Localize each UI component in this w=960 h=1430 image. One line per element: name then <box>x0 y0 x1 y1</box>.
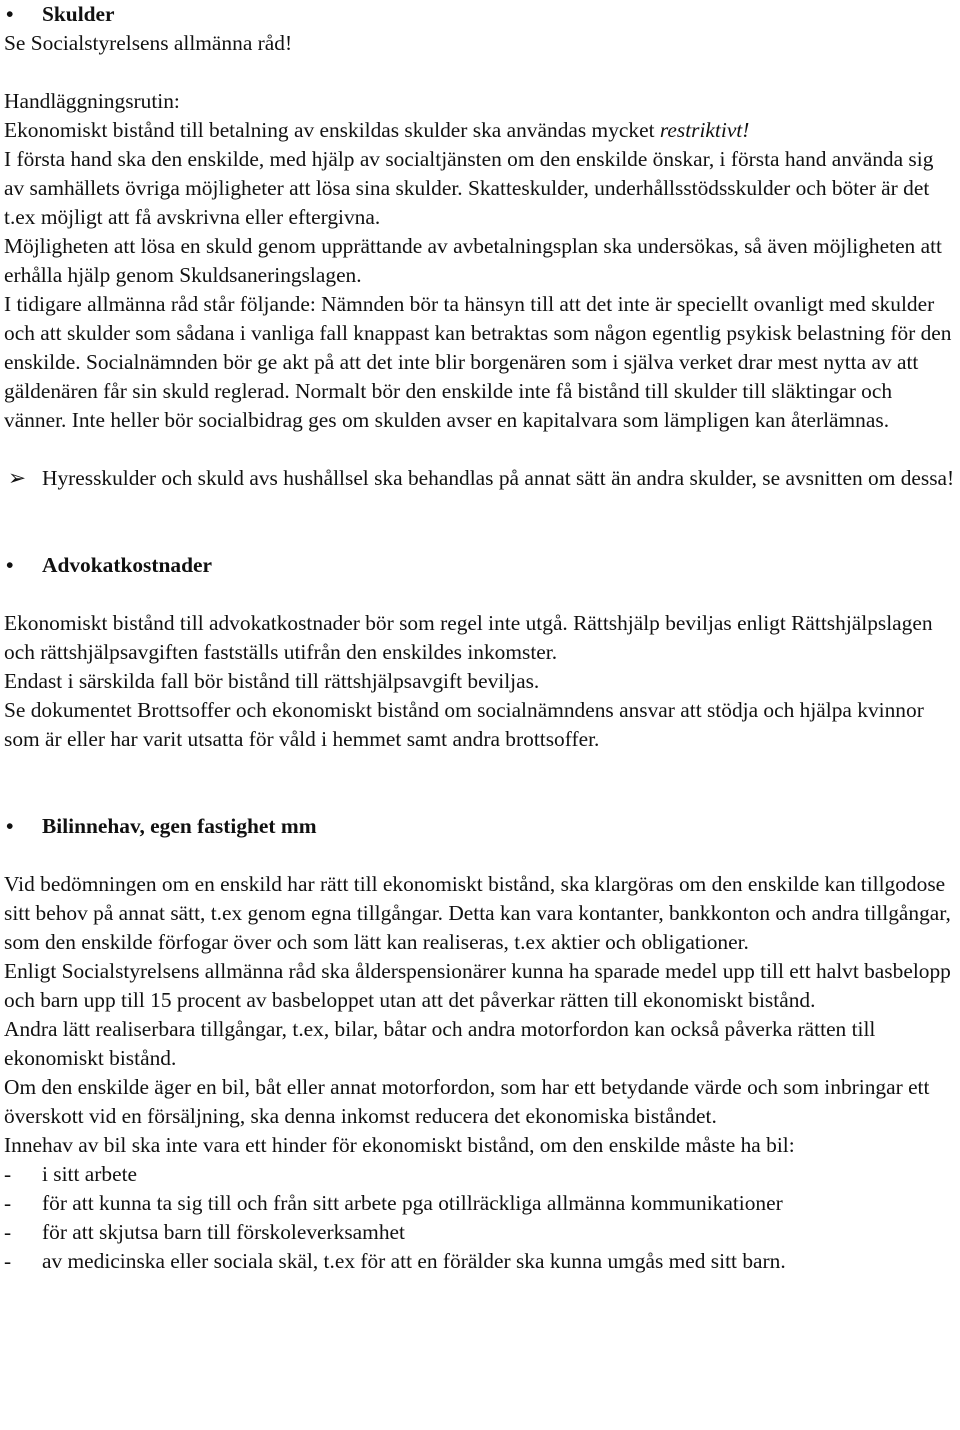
advokat-paragraph-2: Endast i särskilda fall bör bistånd till rättshjälpsavgift beviljas. <box>4 669 540 693</box>
dash-bullet-icon: - <box>4 1191 12 1215</box>
bullet-icon: • <box>6 814 14 838</box>
list-item-text: av medicinska eller sociala skäl, t.ex för att en förälder ska kunna umgås med sitt barn. <box>42 1249 786 1273</box>
arrow-note <box>4 464 958 493</box>
bullet-icon: • <box>6 553 14 577</box>
routine-text-prefix: Ekonomiskt bistånd till betalning av enskildas skulder ska användas mycket <box>4 118 660 142</box>
list-item-text: för att skjutsa barn till förskoleverksamhet <box>42 1220 405 1244</box>
routine-text-emphasis: restriktivt! <box>659 118 750 142</box>
section-heading-bilinnehav <box>4 812 958 841</box>
bilinnehav-paragraph-4: Om den enskilde äger en bil, båt eller annat motorfordon, som har ett betydande värde och som inbringar ett överskott vid en försäljning, ska denna inkomst reducera det ekonomiska biståndet. <box>4 1075 930 1128</box>
dash-bullet-icon: - <box>4 1162 12 1186</box>
bil-reasons-list <box>4 1160 958 1276</box>
list-item <box>4 1160 958 1189</box>
routine-text <box>4 116 958 145</box>
section-heading-text: Skulder <box>42 2 115 26</box>
list-item-text: i sitt arbete <box>42 1162 138 1186</box>
dash-bullet-icon: - <box>4 1249 12 1273</box>
document-page <box>4 0 958 1276</box>
list-item <box>4 1218 958 1247</box>
dash-bullet-icon: - <box>4 1220 12 1244</box>
list-item <box>4 1189 958 1218</box>
bilinnehav-paragraph-5: Innehav av bil ska inte vara ett hinder för ekonomiskt bistånd, om den enskilde måste ha bil: <box>4 1133 795 1157</box>
section-heading-advokat <box>4 551 958 580</box>
bullet-icon: • <box>6 2 14 26</box>
list-item-text: för att kunna ta sig till och från sitt arbete pga otillräckliga allmänna kommunikationer <box>42 1191 783 1215</box>
section-heading-text: Bilinnehav, egen fastighet mm <box>42 814 317 838</box>
section-heading-skulder <box>4 0 958 29</box>
advokat-paragraph-3: Se dokumentet Brottsoffer och ekonomiskt bistånd om socialnämndens ansvar att stödja och hjälpa kvinnor som är eller har varit utsatta för våld i hemmet samt andra brottsoffer. <box>4 698 924 751</box>
skulder-paragraph-3: I tidigare allmänna råd står följande: Nämnden bör ta hänsyn till att det inte är speciellt ovanligt med skulder och att skulder som sådana i vanliga fall knappast kan betraktas som någon egentlig psykisk belastning för den enskilde. Socialnämnden bör ge akt på att det inte blir borgenären som i själva verket drar mest nytta av att gäldenären får sin skuld reglerad. Normalt bör den enskilde inte få bistånd till skulder till släktingar och vänner. Inte heller bör socialbidrag ges om skulden avser en kapitalvara som lämpligen kan återlämnas. <box>4 292 952 432</box>
routine-label: Handläggningsrutin: <box>4 89 180 113</box>
advokat-paragraph-1: Ekonomiskt bistånd till advokatkostnader bör som regel inte utgå. Rättshjälp beviljas enligt Rättshjälpslagen och rättshjälpsavgiften fastställs utifrån den enskildes inkomster. <box>4 611 933 664</box>
section-heading-text: Advokatkostnader <box>42 553 212 577</box>
arrow-bullet-icon: ➢ <box>8 466 26 490</box>
bilinnehav-paragraph-3: Andra lätt realiserbara tillgångar, t.ex, bilar, båtar och andra motorfordon kan också påverka rätten till ekonomiskt bistånd. <box>4 1017 876 1070</box>
skulder-paragraph-1: I första hand ska den enskilde, med hjälp av socialtjänsten om den enskilde önskar, i första hand använda sig av samhällets övriga möjligheter att lösa sina skulder. Skatteskulder, underhållsstödsskulder och böter är det t.ex möjligt att få avskrivna eller eftergivna. <box>4 147 934 229</box>
list-item <box>4 1247 958 1276</box>
skulder-intro: Se Socialstyrelsens allmänna råd! <box>4 31 293 55</box>
bilinnehav-paragraph-1: Vid bedömningen om en enskild har rätt till ekonomiskt bistånd, ska klargöras om den enskilde kan tillgodose sitt behov på annat sätt, t.ex genom egna tillgångar. Detta kan vara kontanter, bankkonton och andra tillgångar, som den enskilde förfogar över och som lätt kan realiseras, t.ex aktier och obligationer. <box>4 872 951 954</box>
bilinnehav-paragraph-2: Enligt Socialstyrelsens allmänna råd ska ålderspensionärer kunna ha sparade medel upp till ett halvt basbelopp och barn upp till 15 procent av basbeloppet utan att det påverkar rätten till ekonomiskt bistånd. <box>4 959 951 1012</box>
arrow-note-text: Hyresskulder och skuld avs hushållsel ska behandlas på annat sätt än andra skulder, se avsnitten om dessa! <box>42 466 955 490</box>
skulder-paragraph-2: Möjligheten att lösa en skuld genom upprättande av avbetalningsplan ska undersökas, så även möjligheten att erhålla hjälp genom Skuldsaneringslagen. <box>4 234 942 287</box>
